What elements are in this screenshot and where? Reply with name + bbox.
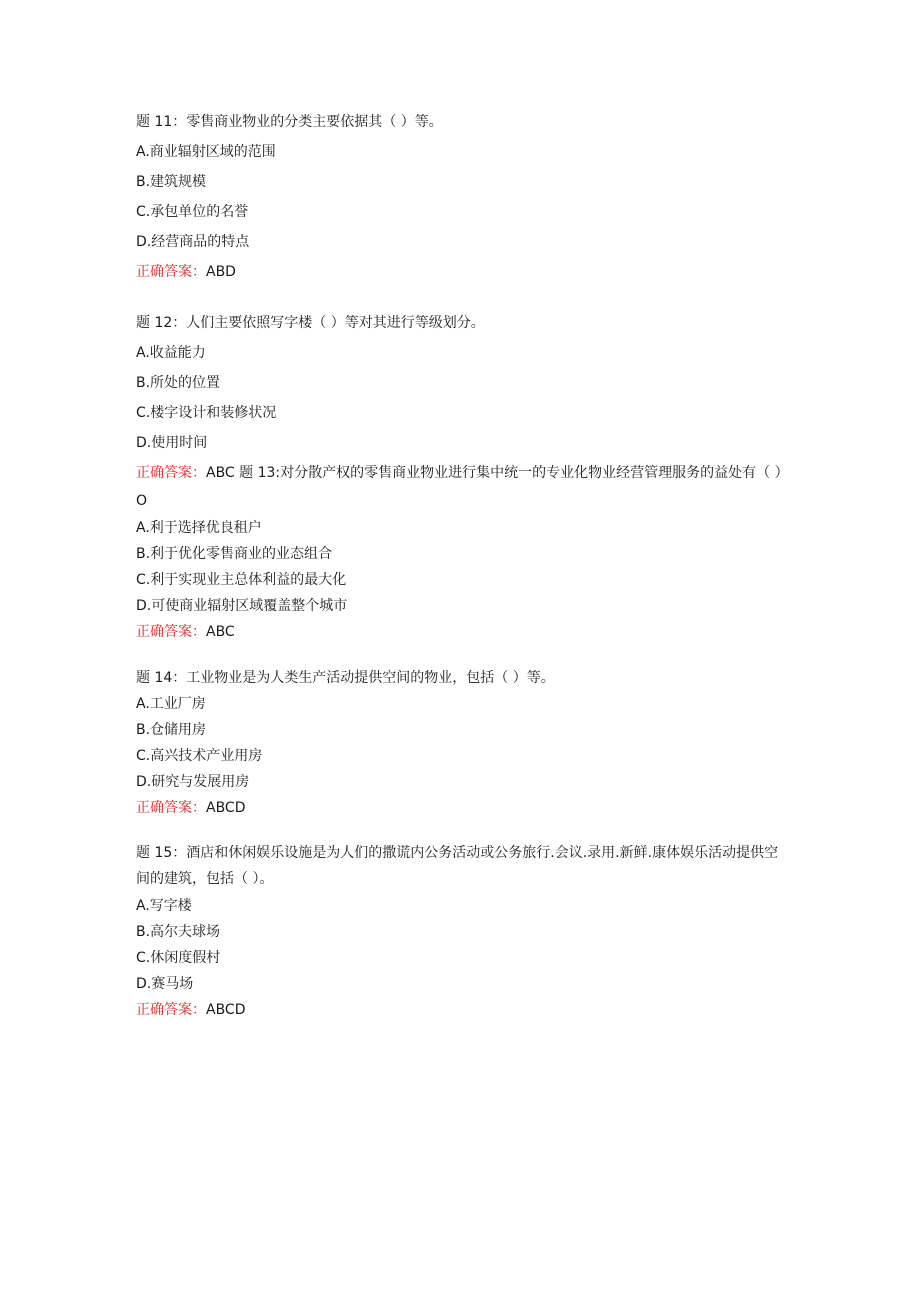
option-d: D.赛马场	[136, 976, 194, 992]
question-15	[136, 840, 786, 1020]
option-c: C.承包单位的名誉	[136, 204, 249, 220]
option-d: D.可使商业辐射区域覆盖整个城市	[136, 598, 348, 614]
answer-label: 正确答案：	[136, 624, 206, 640]
option-a: A.收益能力	[136, 345, 206, 361]
option-d: D.使用时间	[136, 435, 208, 451]
question-13	[136, 518, 786, 642]
correct-answer	[136, 622, 786, 642]
answer-label: 正确答案：	[136, 800, 206, 816]
question-11	[136, 112, 786, 282]
option-c: C.楼字设计和装修状况	[136, 405, 277, 421]
option-a: A.工业厂房	[136, 696, 206, 712]
option-a: A.写字楼	[136, 898, 192, 914]
correct-answer	[136, 1000, 786, 1020]
option-b: B.高尔夫球场	[136, 924, 221, 940]
question-12	[136, 313, 786, 515]
correct-answer	[136, 798, 786, 818]
option-a: A.利于选择优良租户	[136, 520, 262, 536]
answer-value: ABCD	[206, 1002, 246, 1018]
option-b: B.利于优化零售商业的业态组合	[136, 546, 333, 562]
option-c: C.休闲度假村	[136, 950, 221, 966]
question-14	[136, 668, 786, 818]
answer-label: 正确答案：	[136, 264, 206, 280]
answer-label: 正确答案：	[136, 1002, 206, 1018]
answer-value: ABC	[206, 465, 235, 481]
question-title: 题 12：人们主要依照写字楼（ ）等对其进行等级划分。	[136, 315, 485, 331]
question-title: 题 14：工业物业是为人类生产活动提供空间的物业，包括（ ）等。	[136, 670, 555, 686]
option-c: C.高兴技术产业用房	[136, 748, 263, 764]
option-a: A.商业辐射区域的范围	[136, 144, 276, 160]
option-d: D.研究与发展用房	[136, 774, 250, 790]
option-d: D.经营商品的特点	[136, 234, 250, 250]
answer-value: ABD	[206, 264, 236, 280]
option-c: C.利于实现业主总体利益的最大化	[136, 572, 347, 588]
correct-answer	[136, 262, 786, 282]
option-b: B.建筑规模	[136, 174, 207, 190]
question-title: 题 15：酒店和休闲娱乐设施是为人们的撒谎内公务活动或公务旅行.会议.录用.新鲜.康体娱乐活动提供空间的建筑，包括（ ）。	[136, 845, 779, 887]
answer-label: 正确答案：	[136, 465, 206, 481]
question-title: 题 11：零售商业物业的分类主要依据其（ ）等。	[136, 114, 443, 130]
question-13-title: 题 13:对分散产权的零售商业物业进行集中统一的专业化物业经营管理服务的益处有（ ）O	[136, 465, 782, 509]
answer-value: ABC	[206, 624, 235, 640]
correct-answer	[136, 459, 786, 515]
option-b: B.仓储用房	[136, 722, 207, 738]
answer-value: ABCD	[206, 800, 246, 816]
option-b: B.所处的位置	[136, 375, 221, 391]
